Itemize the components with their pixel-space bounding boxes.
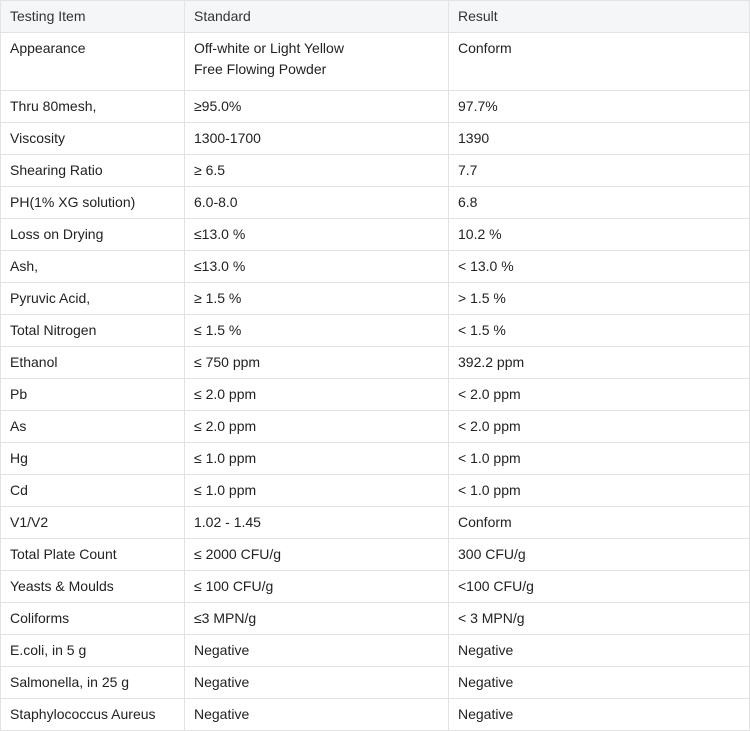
standard-cell: ≤ 2.0 ppm <box>185 411 449 443</box>
standard-cell: Negative <box>185 699 449 731</box>
testing-item-cell: As <box>1 411 185 443</box>
testing-item-cell: Hg <box>1 443 185 475</box>
result-cell: < 1.0 ppm <box>449 443 750 475</box>
result-cell: Negative <box>449 699 750 731</box>
testing-item-cell: Yeasts & Moulds <box>1 571 185 603</box>
standard-cell: Negative <box>185 635 449 667</box>
result-cell: < 3 MPN/g <box>449 603 750 635</box>
testing-item-cell: Ash, <box>1 251 185 283</box>
standard-cell: ≥95.0% <box>185 91 449 123</box>
table-row <box>1 635 750 667</box>
result-cell: < 2.0 ppm <box>449 411 750 443</box>
table-header-row <box>1 1 750 33</box>
result-cell: < 1.0 ppm <box>449 475 750 507</box>
table-row <box>1 187 750 219</box>
testing-item-cell: Thru 80mesh, <box>1 91 185 123</box>
testing-item-cell: V1/V2 <box>1 507 185 539</box>
result-cell: 392.2 ppm <box>449 347 750 379</box>
testing-item-cell: Total Nitrogen <box>1 315 185 347</box>
testing-item-cell: Viscosity <box>1 123 185 155</box>
standard-cell: ≤ 750 ppm <box>185 347 449 379</box>
testing-item-cell: Pyruvic Acid, <box>1 283 185 315</box>
testing-item-cell: Cd <box>1 475 185 507</box>
result-cell: 7.7 <box>449 155 750 187</box>
testing-item-cell: Pb <box>1 379 185 411</box>
result-cell: < 13.0 % <box>449 251 750 283</box>
table-row <box>1 571 750 603</box>
result-cell: > 1.5 % <box>449 283 750 315</box>
standard-cell: ≥ 1.5 % <box>185 283 449 315</box>
testing-item-cell: Coliforms <box>1 603 185 635</box>
result-cell: 1390 <box>449 123 750 155</box>
testing-item-cell: Appearance <box>1 33 185 91</box>
testing-item-cell: Staphylococcus Aureus <box>1 699 185 731</box>
header-result: Result <box>449 1 750 33</box>
standard-cell: Off-white or Light Yellow Free Flowing Powder <box>185 33 449 91</box>
table-row <box>1 411 750 443</box>
result-cell: 6.8 <box>449 187 750 219</box>
testing-item-cell: Ethanol <box>1 347 185 379</box>
table-row <box>1 347 750 379</box>
table-row <box>1 475 750 507</box>
testing-item-cell: Loss on Drying <box>1 219 185 251</box>
standard-cell: ≤ 1.0 ppm <box>185 475 449 507</box>
result-cell: 97.7% <box>449 91 750 123</box>
standard-cell: ≤ 1.0 ppm <box>185 443 449 475</box>
standard-cell: ≤ 1.5 % <box>185 315 449 347</box>
testing-item-cell: Total Plate Count <box>1 539 185 571</box>
standard-cell: 1300-1700 <box>185 123 449 155</box>
header-testing-item: Testing Item <box>1 1 185 33</box>
standard-cell: ≤13.0 % <box>185 251 449 283</box>
table-row <box>1 539 750 571</box>
result-cell: 300 CFU/g <box>449 539 750 571</box>
result-cell: Conform <box>449 33 750 91</box>
result-cell: Negative <box>449 635 750 667</box>
result-cell: Conform <box>449 507 750 539</box>
testing-item-cell: PH(1% XG solution) <box>1 187 185 219</box>
table-body <box>1 33 750 731</box>
testing-item-cell: Shearing Ratio <box>1 155 185 187</box>
result-cell: < 2.0 ppm <box>449 379 750 411</box>
table-row <box>1 283 750 315</box>
standard-cell: 1.02 - 1.45 <box>185 507 449 539</box>
result-cell: 10.2 % <box>449 219 750 251</box>
standard-cell: ≤13.0 % <box>185 219 449 251</box>
table-row <box>1 123 750 155</box>
standard-cell: ≥ 6.5 <box>185 155 449 187</box>
table-row <box>1 155 750 187</box>
table-row <box>1 667 750 699</box>
table-row <box>1 251 750 283</box>
standard-cell: ≤ 2.0 ppm <box>185 379 449 411</box>
result-cell: <100 CFU/g <box>449 571 750 603</box>
table-row <box>1 219 750 251</box>
standard-cell: Negative <box>185 667 449 699</box>
testing-item-cell: E.coli, in 5 g <box>1 635 185 667</box>
table-row <box>1 507 750 539</box>
header-standard: Standard <box>185 1 449 33</box>
result-cell: Negative <box>449 667 750 699</box>
table-row <box>1 33 750 91</box>
standard-cell: 6.0-8.0 <box>185 187 449 219</box>
standard-cell: ≤ 2000 CFU/g <box>185 539 449 571</box>
table-row <box>1 315 750 347</box>
table-row <box>1 443 750 475</box>
table-row <box>1 379 750 411</box>
standard-cell: ≤ 100 CFU/g <box>185 571 449 603</box>
result-cell: < 1.5 % <box>449 315 750 347</box>
table-row <box>1 91 750 123</box>
table-row <box>1 603 750 635</box>
testing-item-cell: Salmonella, in 25 g <box>1 667 185 699</box>
standard-cell: ≤3 MPN/g <box>185 603 449 635</box>
